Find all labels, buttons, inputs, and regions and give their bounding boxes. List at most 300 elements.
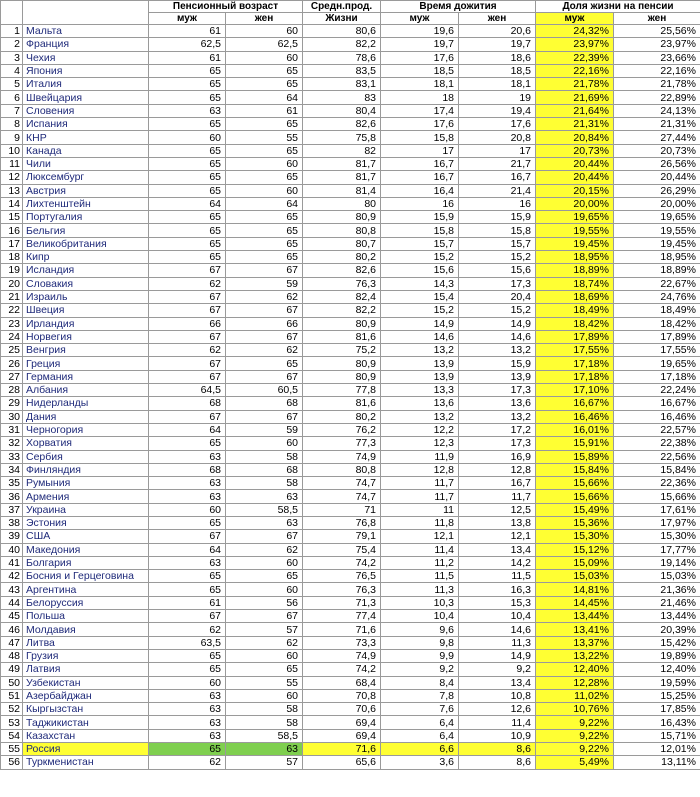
country-name: Аргентина <box>23 583 149 596</box>
pension-age-female: 65 <box>226 78 303 91</box>
life-expectancy: 80,9 <box>303 211 381 224</box>
share-male: 15,66% <box>536 477 614 490</box>
survival-female: 12,6 <box>459 703 536 716</box>
table-row <box>1 463 700 476</box>
life-expectancy: 68,4 <box>303 676 381 689</box>
row-number: 13 <box>1 184 23 197</box>
share-female: 19,14% <box>614 556 700 569</box>
life-expectancy: 74,7 <box>303 490 381 503</box>
table-row <box>1 171 700 184</box>
table-row <box>1 556 700 569</box>
life-expectancy: 73,3 <box>303 636 381 649</box>
row-number: 11 <box>1 157 23 170</box>
life-expectancy: 69,4 <box>303 729 381 742</box>
country-name: Швеция <box>23 304 149 317</box>
country-name: Греция <box>23 357 149 370</box>
table-row <box>1 583 700 596</box>
table-row <box>1 516 700 529</box>
survival-female: 15,6 <box>459 264 536 277</box>
country-name: Польша <box>23 610 149 623</box>
pension-age-male: 66 <box>149 317 226 330</box>
pension-age-male: 61 <box>149 51 226 64</box>
row-number: 14 <box>1 197 23 210</box>
pension-age-male: 65 <box>149 171 226 184</box>
share-female: 18,95% <box>614 251 700 264</box>
table-row <box>1 676 700 689</box>
table-row <box>1 543 700 556</box>
survival-male: 10,3 <box>381 596 459 609</box>
pension-age-male: 63 <box>149 104 226 117</box>
survival-male: 11,4 <box>381 543 459 556</box>
table-row <box>1 264 700 277</box>
survival-male: 13,9 <box>381 370 459 383</box>
pension-age-male: 65 <box>149 663 226 676</box>
share-female: 21,31% <box>614 118 700 131</box>
pension-age-male: 62 <box>149 623 226 636</box>
pension-age-female: 65 <box>226 144 303 157</box>
table-row <box>1 317 700 330</box>
pension-age-female: 65 <box>226 251 303 264</box>
pension-age-female: 64 <box>226 197 303 210</box>
pension-age-female: 60 <box>226 51 303 64</box>
header-survival-female: жен <box>459 13 536 25</box>
survival-female: 19 <box>459 91 536 104</box>
pension-age-female: 65 <box>226 357 303 370</box>
table-row <box>1 157 700 170</box>
pension-age-female: 55 <box>226 131 303 144</box>
table-row <box>1 596 700 609</box>
share-female: 15,71% <box>614 729 700 742</box>
survival-female: 15,9 <box>459 211 536 224</box>
share-male: 12,40% <box>536 663 614 676</box>
survival-male: 17,4 <box>381 104 459 117</box>
pension-age-female: 60 <box>226 583 303 596</box>
survival-male: 17 <box>381 144 459 157</box>
table-row <box>1 104 700 117</box>
share-female: 19,59% <box>614 676 700 689</box>
life-expectancy: 74,9 <box>303 649 381 662</box>
pension-age-female: 58 <box>226 716 303 729</box>
share-male: 21,64% <box>536 104 614 117</box>
share-male: 20,44% <box>536 157 614 170</box>
country-name: Израиль <box>23 290 149 303</box>
survival-female: 15,8 <box>459 224 536 237</box>
pension-age-female: 60 <box>226 157 303 170</box>
pension-age-male: 68 <box>149 463 226 476</box>
pension-age-male: 65 <box>149 211 226 224</box>
share-male: 22,16% <box>536 64 614 77</box>
pension-age-female: 68 <box>226 397 303 410</box>
country-name: Чили <box>23 157 149 170</box>
table-row <box>1 410 700 423</box>
country-name: Молдавия <box>23 623 149 636</box>
pension-age-female: 58 <box>226 477 303 490</box>
share-female: 27,44% <box>614 131 700 144</box>
survival-female: 10,4 <box>459 610 536 623</box>
share-female: 19,45% <box>614 237 700 250</box>
pension-age-female: 65 <box>226 118 303 131</box>
row-number: 45 <box>1 610 23 623</box>
row-number: 42 <box>1 570 23 583</box>
row-number: 46 <box>1 623 23 636</box>
share-male: 13,44% <box>536 610 614 623</box>
life-expectancy: 82,6 <box>303 118 381 131</box>
row-number: 2 <box>1 38 23 51</box>
share-female: 21,78% <box>614 78 700 91</box>
share-male: 15,03% <box>536 570 614 583</box>
life-expectancy: 80,9 <box>303 357 381 370</box>
row-number: 47 <box>1 636 23 649</box>
row-number: 32 <box>1 437 23 450</box>
share-female: 18,89% <box>614 264 700 277</box>
country-name: Казахстан <box>23 729 149 742</box>
share-male: 17,18% <box>536 357 614 370</box>
share-female: 16,46% <box>614 410 700 423</box>
share-female: 22,36% <box>614 477 700 490</box>
survival-female: 19,4 <box>459 104 536 117</box>
row-number: 17 <box>1 237 23 250</box>
survival-male: 15,9 <box>381 211 459 224</box>
survival-female: 10,8 <box>459 689 536 702</box>
pension-age-female: 67 <box>226 370 303 383</box>
pension-age-female: 67 <box>226 330 303 343</box>
pension-age-female: 67 <box>226 530 303 543</box>
survival-female: 16,9 <box>459 450 536 463</box>
pension-age-female: 65 <box>226 237 303 250</box>
share-male: 15,36% <box>536 516 614 529</box>
pension-age-female: 65 <box>226 211 303 224</box>
header-corner-2 <box>1 13 23 25</box>
row-number: 51 <box>1 689 23 702</box>
survival-female: 12,8 <box>459 463 536 476</box>
row-number: 27 <box>1 370 23 383</box>
survival-male: 3,6 <box>381 756 459 769</box>
survival-female: 13,9 <box>459 370 536 383</box>
share-female: 19,65% <box>614 211 700 224</box>
row-number: 16 <box>1 224 23 237</box>
pension-age-female: 58 <box>226 450 303 463</box>
row-number: 38 <box>1 516 23 529</box>
share-male: 14,81% <box>536 583 614 596</box>
survival-male: 12,3 <box>381 437 459 450</box>
row-number: 49 <box>1 663 23 676</box>
survival-male: 9,8 <box>381 636 459 649</box>
row-number: 33 <box>1 450 23 463</box>
share-male: 11,02% <box>536 689 614 702</box>
life-expectancy: 82,4 <box>303 290 381 303</box>
pension-age-male: 65 <box>149 118 226 131</box>
row-number: 25 <box>1 344 23 357</box>
survival-female: 15,3 <box>459 596 536 609</box>
survival-female: 20,4 <box>459 290 536 303</box>
country-name: Исландия <box>23 264 149 277</box>
share-female: 24,76% <box>614 290 700 303</box>
share-male: 20,84% <box>536 131 614 144</box>
share-female: 15,25% <box>614 689 700 702</box>
survival-male: 7,8 <box>381 689 459 702</box>
pension-age-male: 63,5 <box>149 636 226 649</box>
life-expectancy: 76,3 <box>303 277 381 290</box>
row-number: 5 <box>1 78 23 91</box>
pension-age-male: 67 <box>149 530 226 543</box>
life-expectancy: 80,8 <box>303 463 381 476</box>
row-number: 30 <box>1 410 23 423</box>
table-row <box>1 211 700 224</box>
survival-female: 17,6 <box>459 118 536 131</box>
table-row <box>1 277 700 290</box>
survival-female: 10,9 <box>459 729 536 742</box>
share-male: 18,49% <box>536 304 614 317</box>
country-name: Мальта <box>23 25 149 38</box>
survival-male: 6,6 <box>381 743 459 756</box>
table-row <box>1 450 700 463</box>
pension-age-male: 65 <box>149 237 226 250</box>
survival-male: 11,7 <box>381 490 459 503</box>
share-female: 19,55% <box>614 224 700 237</box>
table-row <box>1 144 700 157</box>
pension-age-female: 65 <box>226 64 303 77</box>
header-pension-male: муж <box>149 13 226 25</box>
share-male: 15,30% <box>536 530 614 543</box>
pension-age-male: 68 <box>149 397 226 410</box>
life-expectancy: 76,5 <box>303 570 381 583</box>
pension-age-female: 57 <box>226 756 303 769</box>
table-row <box>1 304 700 317</box>
table-row <box>1 384 700 397</box>
survival-female: 13,8 <box>459 516 536 529</box>
country-name: Румыния <box>23 477 149 490</box>
life-expectancy: 80,8 <box>303 224 381 237</box>
survival-female: 13,4 <box>459 676 536 689</box>
country-name: Япония <box>23 64 149 77</box>
survival-female: 11,3 <box>459 636 536 649</box>
life-expectancy: 80,7 <box>303 237 381 250</box>
pension-age-male: 65 <box>149 649 226 662</box>
pension-age-female: 62 <box>226 290 303 303</box>
table-row <box>1 570 700 583</box>
row-number: 56 <box>1 756 23 769</box>
share-female: 12,01% <box>614 743 700 756</box>
survival-male: 8,4 <box>381 676 459 689</box>
survival-male: 18,1 <box>381 78 459 91</box>
share-female: 17,18% <box>614 370 700 383</box>
header-life-expectancy-2: Жизни <box>303 13 381 25</box>
share-female: 19,89% <box>614 649 700 662</box>
share-female: 22,57% <box>614 423 700 436</box>
pension-age-female: 60 <box>226 649 303 662</box>
pension-age-male: 63 <box>149 716 226 729</box>
table-row <box>1 756 700 769</box>
survival-male: 9,2 <box>381 663 459 676</box>
life-expectancy: 71,3 <box>303 596 381 609</box>
share-male: 20,15% <box>536 184 614 197</box>
row-number: 31 <box>1 423 23 436</box>
survival-female: 8,6 <box>459 756 536 769</box>
share-male: 23,97% <box>536 38 614 51</box>
survival-female: 18,5 <box>459 64 536 77</box>
survival-female: 14,6 <box>459 623 536 636</box>
country-name: Албания <box>23 384 149 397</box>
share-female: 20,73% <box>614 144 700 157</box>
country-name: Армения <box>23 490 149 503</box>
share-male: 17,10% <box>536 384 614 397</box>
survival-male: 9,6 <box>381 623 459 636</box>
pension-age-female: 67 <box>226 610 303 623</box>
survival-female: 14,9 <box>459 649 536 662</box>
life-expectancy: 77,8 <box>303 384 381 397</box>
survival-male: 13,3 <box>381 384 459 397</box>
pension-age-male: 62 <box>149 756 226 769</box>
share-female: 22,56% <box>614 450 700 463</box>
life-expectancy: 74,7 <box>303 477 381 490</box>
life-expectancy: 80,2 <box>303 410 381 423</box>
pension-age-female: 56 <box>226 596 303 609</box>
country-name: Кыргызстан <box>23 703 149 716</box>
pension-age-female: 64 <box>226 91 303 104</box>
pension-age-female: 63 <box>226 516 303 529</box>
table-row <box>1 330 700 343</box>
share-male: 5,49% <box>536 756 614 769</box>
share-male: 19,55% <box>536 224 614 237</box>
survival-male: 19,6 <box>381 25 459 38</box>
table-row <box>1 623 700 636</box>
survival-male: 11,7 <box>381 477 459 490</box>
survival-female: 15,7 <box>459 237 536 250</box>
survival-female: 17,3 <box>459 384 536 397</box>
share-male: 24,32% <box>536 25 614 38</box>
share-female: 17,61% <box>614 503 700 516</box>
survival-male: 10,4 <box>381 610 459 623</box>
row-number: 44 <box>1 596 23 609</box>
share-female: 22,24% <box>614 384 700 397</box>
share-male: 9,22% <box>536 729 614 742</box>
row-number: 53 <box>1 716 23 729</box>
header-survival-time: Время дожития <box>381 1 536 13</box>
table-row <box>1 357 700 370</box>
life-expectancy: 69,4 <box>303 716 381 729</box>
row-number: 54 <box>1 729 23 742</box>
survival-male: 6,4 <box>381 729 459 742</box>
pension-age-male: 67 <box>149 410 226 423</box>
life-expectancy: 74,9 <box>303 450 381 463</box>
pension-age-male: 65 <box>149 144 226 157</box>
share-male: 22,39% <box>536 51 614 64</box>
pension-age-female: 60 <box>226 689 303 702</box>
row-number: 40 <box>1 543 23 556</box>
pension-age-female: 61 <box>226 104 303 117</box>
share-male: 15,12% <box>536 543 614 556</box>
country-name: Чехия <box>23 51 149 64</box>
table-row <box>1 91 700 104</box>
country-name: Босния и Герцеговина <box>23 570 149 583</box>
survival-female: 18,1 <box>459 78 536 91</box>
pension-age-male: 64,5 <box>149 384 226 397</box>
country-name: Латвия <box>23 663 149 676</box>
survival-male: 15,8 <box>381 131 459 144</box>
country-name: Азербайджан <box>23 689 149 702</box>
pension-age-female: 65 <box>226 663 303 676</box>
country-name: Австрия <box>23 184 149 197</box>
header-share-male: муж <box>536 13 614 25</box>
country-name: Португалия <box>23 211 149 224</box>
pension-age-male: 64 <box>149 423 226 436</box>
country-name: Македония <box>23 543 149 556</box>
row-number: 4 <box>1 64 23 77</box>
survival-female: 13,6 <box>459 397 536 410</box>
table-row <box>1 423 700 436</box>
survival-male: 16,7 <box>381 171 459 184</box>
life-expectancy: 83 <box>303 91 381 104</box>
pension-age-male: 63 <box>149 703 226 716</box>
row-number: 35 <box>1 477 23 490</box>
survival-male: 19,7 <box>381 38 459 51</box>
pension-age-male: 62 <box>149 344 226 357</box>
table-row <box>1 503 700 516</box>
survival-male: 13,2 <box>381 410 459 423</box>
pension-age-male: 65 <box>149 64 226 77</box>
pension-age-male: 61 <box>149 596 226 609</box>
pension-age-male: 67 <box>149 290 226 303</box>
survival-male: 13,9 <box>381 357 459 370</box>
country-name: Грузия <box>23 649 149 662</box>
share-male: 9,22% <box>536 716 614 729</box>
life-expectancy: 75,2 <box>303 344 381 357</box>
pension-age-male: 65 <box>149 570 226 583</box>
country-name: Франция <box>23 38 149 51</box>
share-male: 20,73% <box>536 144 614 157</box>
survival-male: 14,9 <box>381 317 459 330</box>
life-expectancy: 74,2 <box>303 663 381 676</box>
pension-age-male: 62,5 <box>149 38 226 51</box>
survival-female: 11,7 <box>459 490 536 503</box>
survival-male: 14,3 <box>381 277 459 290</box>
survival-female: 21,4 <box>459 184 536 197</box>
share-female: 20,39% <box>614 623 700 636</box>
survival-female: 21,7 <box>459 157 536 170</box>
survival-female: 16,7 <box>459 477 536 490</box>
table-row <box>1 636 700 649</box>
share-female: 17,55% <box>614 344 700 357</box>
share-male: 16,46% <box>536 410 614 423</box>
survival-female: 18,6 <box>459 51 536 64</box>
pension-age-female: 67 <box>226 304 303 317</box>
survival-male: 9,9 <box>381 649 459 662</box>
life-expectancy: 80,4 <box>303 104 381 117</box>
pension-age-male: 65 <box>149 437 226 450</box>
table-row <box>1 663 700 676</box>
life-expectancy: 78,6 <box>303 51 381 64</box>
country-name: Лихтенштейн <box>23 197 149 210</box>
row-number: 23 <box>1 317 23 330</box>
share-male: 15,66% <box>536 490 614 503</box>
share-female: 15,30% <box>614 530 700 543</box>
pension-age-male: 65 <box>149 743 226 756</box>
pension-age-female: 60 <box>226 184 303 197</box>
share-female: 12,40% <box>614 663 700 676</box>
country-name: Сербия <box>23 450 149 463</box>
life-expectancy: 75,4 <box>303 543 381 556</box>
share-female: 16,67% <box>614 397 700 410</box>
survival-female: 13,2 <box>459 410 536 423</box>
row-number: 55 <box>1 743 23 756</box>
country-name: Словакия <box>23 277 149 290</box>
row-number: 36 <box>1 490 23 503</box>
pension-age-male: 63 <box>149 729 226 742</box>
survival-female: 12,5 <box>459 503 536 516</box>
table-row <box>1 610 700 623</box>
survival-male: 11,2 <box>381 556 459 569</box>
country-name: КНР <box>23 131 149 144</box>
